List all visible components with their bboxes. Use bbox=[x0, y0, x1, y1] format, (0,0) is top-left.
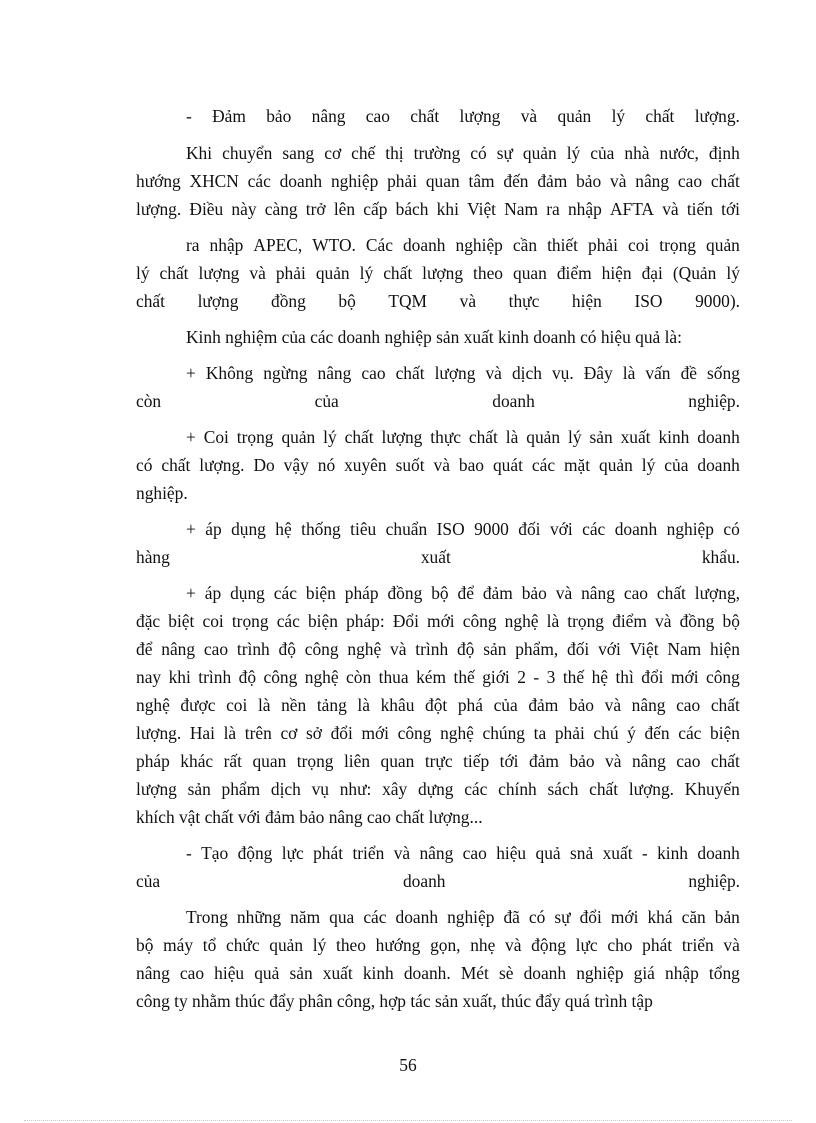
text-line: có chất lượng. Do vậy nó xuyên suốt và bao quát các mặt quản lý của doanh bbox=[136, 455, 740, 475]
text-line: hàng xuất khẩu. bbox=[136, 547, 740, 567]
text-line: Kinh nghiệm của các doanh nghiệp sản xuất kinh doanh có hiệu quả là: bbox=[186, 327, 682, 347]
text-line: ra nhập APEC, WTO. Các doanh nghiệp cần thiết phải coi trọng quản bbox=[186, 235, 740, 255]
text-line: Trong những năm qua các doanh nghiệp đã có sự đổi mới khá căn bản bbox=[186, 907, 740, 927]
text-line: bộ máy tổ chức quản lý theo hướng gọn, nhẹ và động lực cho phát triển và bbox=[136, 935, 740, 955]
text-line: chất lượng đồng bộ TQM và thực hiện ISO 9000). bbox=[136, 291, 740, 311]
text-line: nghệ được coi là nền tảng là khâu đột phá của đảm bảo và nâng cao chất bbox=[136, 695, 740, 715]
text-line: hướng XHCN các doanh nghiệp phải quan tâm đến đảm bảo và nâng cao chất bbox=[136, 171, 740, 191]
text-line: lượng. Điều này càng trở lên cấp bách khi Việt Nam ra nhập AFTA và tiến tới bbox=[136, 199, 740, 219]
text-line: lượng sản phẩm dịch vụ như: xây dựng các chính sách chất lượng. Khuyến bbox=[136, 779, 740, 799]
text-line: + Coi trọng quản lý chất lượng thực chất là quản lý sản xuất kinh doanh bbox=[186, 427, 740, 447]
text-line: công ty nhằm thúc đẩy phân công, hợp tác sản xuất, thúc đẩy quá trình tập bbox=[136, 991, 653, 1011]
text-line: đặc biệt coi trọng các biện pháp: Đổi mới công nghệ là trọng điểm và đồng bộ bbox=[136, 611, 740, 631]
text-line: pháp khác rất quan trọng liên quan trực tiếp tới đảm bảo và nâng cao chất bbox=[136, 751, 740, 771]
text-line: + áp dụng các biện pháp đồng bộ để đảm bảo và nâng cao chất lượng, bbox=[186, 583, 740, 603]
text-line: Khi chuyển sang cơ chế thị trường có sự quản lý của nhà nước, định bbox=[186, 143, 740, 163]
page-number: 56 bbox=[399, 1055, 417, 1075]
text-line: nghiệp. bbox=[136, 483, 188, 503]
text-line: - Đảm bảo nâng cao chất lượng và quản lý chất lượng. bbox=[186, 106, 740, 126]
text-line: của doanh nghiệp. bbox=[136, 871, 740, 891]
text-line: lượng. Hai là trên cơ sở đổi mới công nghệ chúng ta phải chú ý đến các biện bbox=[136, 723, 740, 743]
text-line: lý chất lượng và phải quản lý chất lượng theo quan điểm hiện đại (Quản lý bbox=[136, 263, 740, 283]
page-edge-divider bbox=[24, 1120, 792, 1121]
text-line: nâng cao hiệu quả sản xuất kinh doanh. Mét sè doanh nghiệp giá nhập tổng bbox=[136, 963, 740, 983]
text-line: để nâng cao trình độ công nghệ và trình độ sản phẩm, đối với Việt Nam hiện bbox=[136, 639, 740, 659]
text-line: khích vật chất với đảm bảo nâng cao chất lượng... bbox=[136, 807, 483, 827]
text-line: + Không ngừng nâng cao chất lượng và dịch vụ. Đây là vấn đề sống bbox=[186, 363, 740, 383]
text-line: còn của doanh nghiệp. bbox=[136, 391, 740, 411]
text-line: - Tạo động lực phát triển và nâng cao hiệu quả snả xuất - kinh doanh bbox=[186, 843, 740, 863]
text-line: nay khi trình độ công nghệ còn thua kém thế giới 2 - 3 thế hệ thì đổi mới công bbox=[136, 667, 740, 687]
text-line: + áp dụng hệ thống tiêu chuẩn ISO 9000 đối với các doanh nghiệp có bbox=[186, 519, 740, 539]
